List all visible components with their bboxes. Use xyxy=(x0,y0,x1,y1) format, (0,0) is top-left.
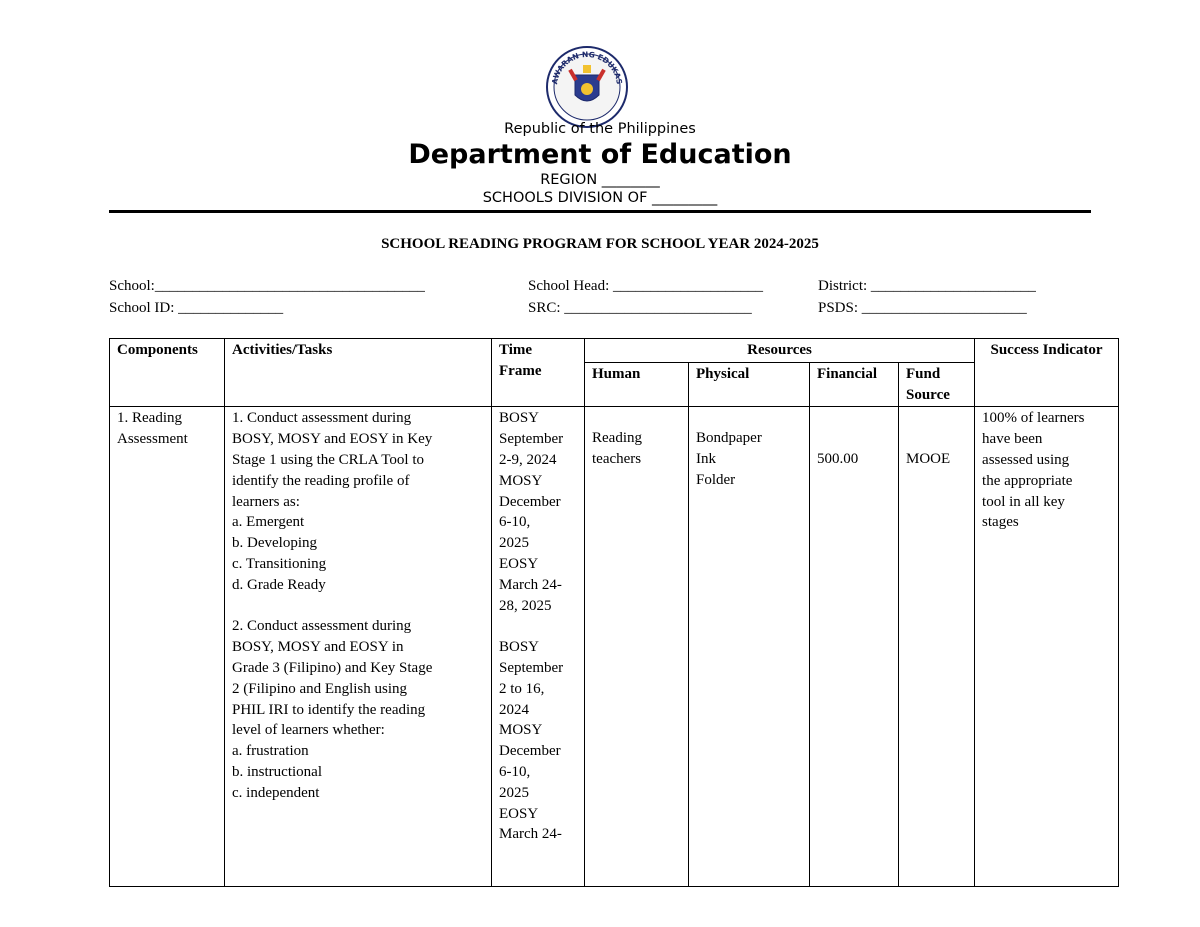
cell-line: 28, 2025 xyxy=(499,597,552,614)
cell-line: c. independent xyxy=(232,784,320,801)
src-field: SRC: _________________________ xyxy=(528,300,752,316)
cell-line: BOSY, MOSY and EOSY in xyxy=(232,639,404,656)
table-header-row xyxy=(110,339,1119,363)
cell-line: PHIL IRI to identify the reading xyxy=(232,701,426,718)
cell-line: 6-10, xyxy=(499,763,531,780)
reading-program-table xyxy=(109,338,1119,887)
region-label: REGION ________ xyxy=(540,172,660,188)
cell-line: have been xyxy=(982,431,1043,448)
school-field: School:____________________________________ xyxy=(109,278,425,294)
cell-line: 6-10, xyxy=(499,514,531,531)
cell-line: teachers xyxy=(592,451,642,468)
header-time-frame: Time Frame xyxy=(492,339,585,407)
division-label: SCHOOLS DIVISION OF _________ xyxy=(482,190,718,206)
cell-line: a. frustration xyxy=(232,743,309,760)
cell-line: Reading xyxy=(592,430,642,447)
cell-line: March 24- xyxy=(499,826,562,843)
cell-line: d. Grade Ready xyxy=(232,576,326,593)
header-components: Components xyxy=(110,339,225,407)
header-activities: Activities/Tasks xyxy=(225,339,492,407)
deped-seal xyxy=(545,45,629,129)
cell-line: BOSY, MOSY and EOSY in Key xyxy=(232,431,433,448)
cell-financial: 500.00 xyxy=(810,407,899,887)
svg-text:KAGAWARAN NG EDUKASYON: AWARAN NG EDUKAS xyxy=(550,49,624,85)
cell-line: tool in all key xyxy=(982,493,1065,510)
cell-line: Ink xyxy=(696,451,716,468)
district-field: District: ______________________ xyxy=(818,278,1036,294)
table-row xyxy=(110,407,1119,887)
cell-line: 2 to 16, xyxy=(499,680,545,697)
header-resources: Resources xyxy=(585,339,975,363)
deped-seal-icon xyxy=(545,45,629,129)
header-human: Human xyxy=(585,362,689,407)
school-head-field: School Head: ____________________ xyxy=(528,278,763,294)
cell-line: September xyxy=(499,659,564,676)
header-fund-source: Fund Source xyxy=(899,362,975,407)
cell-activities xyxy=(225,407,492,887)
cell-line: September xyxy=(499,431,564,448)
header-success-indicator: Success Indicator xyxy=(975,339,1119,407)
cell-line: level of learners whether: xyxy=(232,722,385,739)
cell-line: Grade 3 (Filipino) and Key Stage xyxy=(232,659,433,676)
cell-line: the appropriate xyxy=(982,472,1073,489)
cell-line: 2025 xyxy=(499,784,529,801)
cell-line: c. Transitioning xyxy=(232,555,327,572)
cell-line: a. Emergent xyxy=(232,514,305,531)
psds-field: PSDS: ______________________ xyxy=(818,300,1027,316)
republic-label: Republic of the Philippines xyxy=(504,121,696,137)
cell-fund-source: MOOE xyxy=(899,407,975,887)
cell-line: Bondpaper xyxy=(696,430,762,447)
cell-line: Folder xyxy=(696,471,736,488)
cell-line xyxy=(232,596,484,617)
cell-line: BOSY xyxy=(499,639,540,656)
cell-component: 1. Reading Assessment xyxy=(110,407,225,887)
department-title: Department of Education xyxy=(408,139,792,170)
cell-line: stages xyxy=(982,514,1019,531)
cell-line: December xyxy=(499,493,561,510)
cell-line: assessed using xyxy=(982,451,1070,468)
cell-line: BOSY xyxy=(499,410,540,427)
document-title: SCHOOL READING PROGRAM FOR SCHOOL YEAR 2024-2025 xyxy=(381,236,819,252)
cell-line: March 24- xyxy=(499,576,562,593)
cell-success-indicator xyxy=(975,407,1119,887)
cell-line: learners as: xyxy=(232,493,300,510)
cell-line: 2. Conduct assessment during xyxy=(232,618,412,635)
cell-line: 100% of learners xyxy=(982,410,1085,427)
cell-line: b. Developing xyxy=(232,535,317,552)
cell-line: 2 (Filipino and English using xyxy=(232,680,408,697)
cell-line: EOSY xyxy=(499,805,539,822)
school-id-field: School ID: ______________ xyxy=(109,300,284,316)
header-physical: Physical xyxy=(689,362,810,407)
cell-line: Stage 1 using the CRLA Tool to xyxy=(232,451,425,468)
cell-line xyxy=(499,616,577,637)
cell-line: EOSY xyxy=(499,555,539,572)
cell-line: MOSY xyxy=(499,472,543,489)
cell-line: b. instructional xyxy=(232,763,322,780)
cell-line: MOSY xyxy=(499,722,543,739)
header-financial: Financial xyxy=(810,362,899,407)
cell-line: 2-9, 2024 xyxy=(499,451,557,468)
cell-line: 1. Conduct assessment during xyxy=(232,410,412,427)
cell-line: 2024 xyxy=(499,701,529,718)
cell-line: identify the reading profile of xyxy=(232,472,410,489)
header-divider xyxy=(109,210,1091,213)
cell-line: December xyxy=(499,743,561,760)
cell-physical xyxy=(689,407,810,887)
cell-line: 2025 xyxy=(499,535,529,552)
cell-human xyxy=(585,407,689,887)
cell-time-frame xyxy=(492,407,585,887)
